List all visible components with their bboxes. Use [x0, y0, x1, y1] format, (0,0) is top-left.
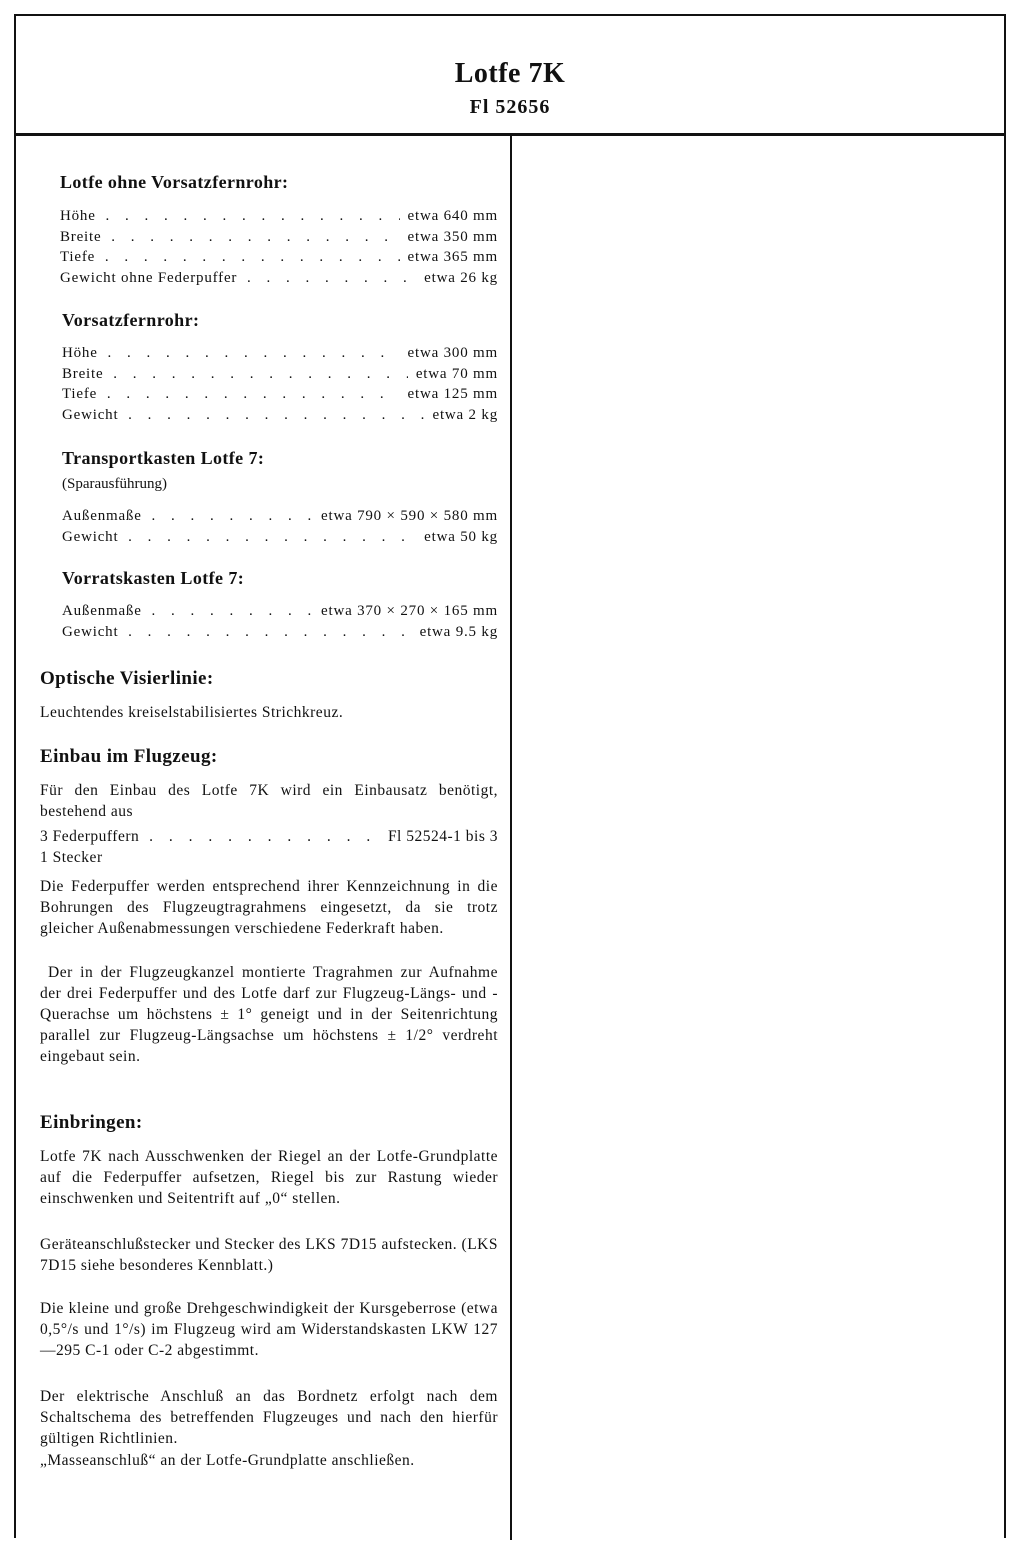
einbringen-paragraph-1: Lotfe 7K nach Ausschwenken der Riegel an der Lotfe-Grundplatte auf die Federpuffer aufsetzen, Riegel bis zur Rastung wieder einschwenken und Seitentrift auf „0“ stellen. [40, 1148, 498, 1207]
spec-value: etwa 365 mm [407, 249, 498, 265]
spec-row [62, 384, 498, 405]
list-item [40, 826, 498, 847]
document-title: Lotfe 7K [454, 58, 566, 89]
spec-value: etwa 9.5 kg [419, 623, 498, 640]
spec-label: Außenmaße . . . [62, 506, 313, 527]
einbau-item-list [40, 826, 498, 868]
einbau-intro: Für den Einbau des Lotfe 7K wird ein Einbausatz benötigt, bestehend aus [40, 782, 498, 820]
spec-label: Gewicht ohne Federpuffer . . . [60, 268, 416, 289]
spec-label: Tiefe . . . [60, 247, 400, 268]
list-item: 1 Stecker [40, 849, 103, 866]
spec-value: etwa 70 mm [415, 365, 498, 382]
spec-label: Breite . . . [62, 364, 408, 385]
spec-label: Höhe . . . [62, 343, 400, 364]
einbau-paragraph-1: Die Federpuffer werden entsprechend ihrer Kennzeichnung in die Bohrungen des Flugzeugtragrahmens eingesetzt, da sie trotz gleicher Außenabmessungen verschiedene Federkraft haben. [40, 878, 498, 937]
spec-row [60, 227, 498, 248]
column-divider [510, 136, 512, 1540]
spec-label: Gewicht . . . [62, 405, 424, 426]
optisch-text: Leuchtendes kreiselstabilisiertes Strichkreuz. [40, 704, 344, 721]
spec-value: etwa 125 mm [407, 386, 498, 402]
spec-row [62, 622, 498, 643]
einbringen-paragraph-3: Die kleine und große Drehgeschwindigkeit der Kursgeberrose (etwa 0,5°/s und 1°/s) im Flugzeug wird am Widerstandskasten LKW 127—295 C-1 oder C-2 abgestimmt. [40, 1300, 498, 1359]
spec-row [62, 405, 498, 426]
spec-value: etwa 2 kg [432, 406, 498, 423]
einbringen-paragraph-2: Geräteanschlußstecker und Stecker des LKS 7D15 aufstecken. (LKS 7D15 siehe besonderes Kennblatt.) [40, 1236, 498, 1274]
spec-value: etwa 350 mm [407, 228, 498, 245]
item-value: Fl 52524-1 bis 3 [387, 828, 498, 845]
spec-table-lotfe [60, 206, 498, 288]
spec-label: Außenmaße . . . [62, 601, 313, 622]
spec-row [60, 247, 498, 268]
spec-label: Tiefe . . . [62, 384, 400, 405]
spec-value: etwa 26 kg [424, 269, 498, 286]
spec-value: etwa 370 × 270 × 165 mm [321, 603, 498, 619]
item-label: 3 Federpuffern . . . [40, 826, 380, 847]
spec-row [60, 206, 498, 227]
section-subheading-transport: (Sparausführung) [62, 476, 167, 492]
spec-value: etwa 300 mm [407, 345, 498, 361]
section-heading-vorsatz: Vorsatzfernrohr: [62, 310, 200, 330]
einbringen-paragraph-4: Der elektrische Anschluß an das Bordnetz erfolgt nach dem Schaltschema des betreffenden Flugzeuges und nach den hierfür gültigen Richtlinien. [40, 1388, 498, 1447]
section-heading-optisch: Optische Visierlinie: [40, 668, 214, 689]
spec-row [62, 601, 498, 622]
section-heading-einbringen: Einbringen: [40, 1112, 143, 1133]
section-heading-lotfe: Lotfe ohne Vorsatzfernrohr: [60, 172, 289, 192]
section-heading-vorrat: Vorratskasten Lotfe 7: [62, 568, 245, 588]
section-heading-einbau: Einbau im Flugzeug: [40, 746, 218, 767]
spec-table-vorrat [62, 601, 498, 642]
document-number: Fl 52656 [469, 96, 551, 118]
spec-label: Höhe . . . [60, 206, 400, 227]
spec-label: Gewicht . . . [62, 622, 412, 643]
spec-row [62, 343, 498, 364]
spec-value: etwa 790 × 590 × 580 mm [321, 508, 498, 524]
spec-table-vorsatz [62, 343, 498, 425]
spec-value: etwa 640 mm [407, 208, 498, 224]
spec-label: Gewicht . . . [62, 527, 416, 548]
spec-table-transport [62, 506, 498, 547]
spec-row [62, 506, 498, 527]
section-heading-transport: Transportkasten Lotfe 7: [62, 448, 265, 468]
spec-value: etwa 50 kg [424, 528, 498, 545]
einbringen-paragraph-5: „Masseanschluß“ an der Lotfe-Grundplatte anschließen. [40, 1452, 415, 1469]
spec-label: Breite . . . [60, 227, 400, 248]
spec-row [62, 527, 498, 548]
spec-row [62, 364, 498, 385]
document-header [14, 14, 1006, 136]
spec-row [60, 268, 498, 289]
einbau-paragraph-2: Der in der Flugzeugkanzel montierte Tragrahmen zur Aufnahme der drei Federpuffer und des Lotfe darf zur Flugzeug-Längs- und -Querachse um höchstens ± 1° geneigt und in der Seitenrichtung parallel zur Flugzeug-Längsachse um höchstens ± 1/2° verdreht eingebaut sein. [40, 964, 498, 1065]
